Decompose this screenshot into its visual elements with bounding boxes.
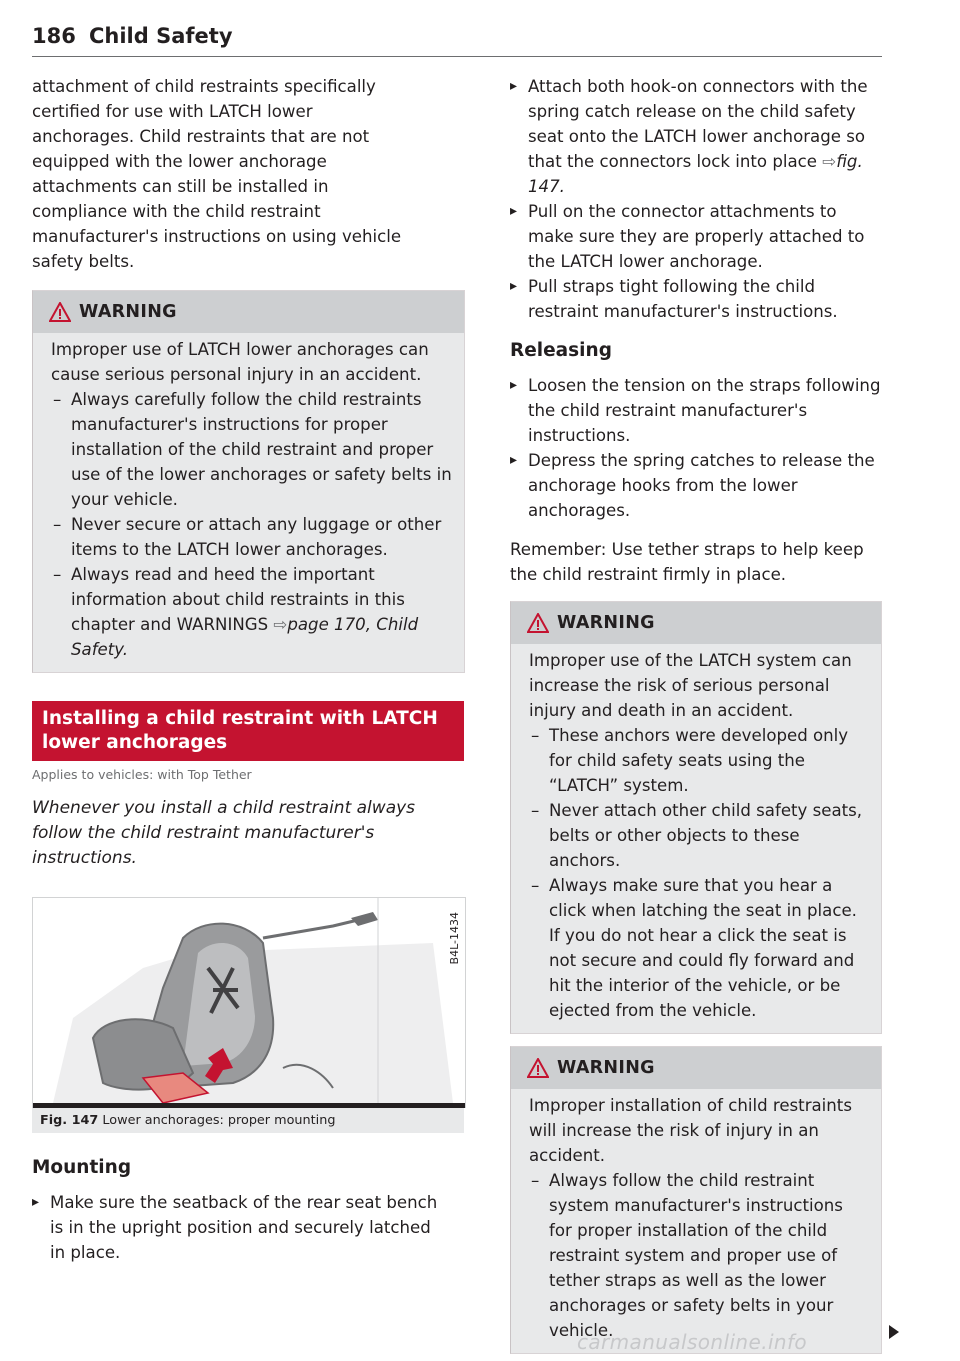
page-number: 186 (32, 24, 76, 48)
section-heading: Installing a child restraint with LATCH lower anchorages (32, 701, 464, 761)
warning-list (529, 1168, 869, 1343)
warning-body (511, 644, 881, 1033)
intro-paragraph: attachment of child restraints specifically certified for use with LATCH lower anchorages. Child restraints that are not equipped with the lower anchorage attachments can still be installed in compliance with the child restraint manufacturer's instructions on using vehicle safety belts. (32, 77, 402, 271)
right-column (510, 74, 882, 1354)
section-title: Child Safety (89, 24, 233, 48)
section-intro: Whenever you install a child restraint always follow the child restraint manufacturer's instructions. (32, 798, 416, 868)
warning-lead: Improper use of the LATCH system can increase the risk of serious personal injury and death in an accident. (529, 651, 852, 720)
warning-lead: Improper use of LATCH lower anchorages can cause serious personal injury in an accident. (51, 340, 429, 384)
warning-header (511, 602, 881, 644)
figure-code: B4L-1434 (448, 912, 461, 965)
figure-caption-text: Lower anchorages: proper mounting (102, 1113, 336, 1128)
warning-item: – Always follow the child restraint system manufacturer's instructions for proper installation of the child restraint system and proper use of tether straps as well as the lower anchorages or safety belts in your vehicle. (529, 1168, 869, 1343)
warning-header (511, 1047, 881, 1089)
warning-item-text: Always read and heed the important information about child restraints in this chapter and WARNINGS (71, 565, 405, 634)
watermark: carmanualsonline.info (577, 1330, 808, 1354)
warning-body (33, 333, 464, 672)
warning-lead: Improper installation of child restraints will increase the risk of injury in an accident. (529, 1096, 852, 1165)
releasing-step: ▸ Depress the spring catches to release the anchorage hooks from the lower anchorages. (510, 448, 882, 523)
warning-triangle-icon (527, 1058, 549, 1078)
warning-list (51, 387, 452, 662)
figure-label: Fig. 147 (40, 1113, 99, 1128)
warning-box-installation (510, 1046, 882, 1354)
page-header (32, 22, 882, 57)
page-reference-link[interactable]: page 170, Child Safety. (71, 615, 419, 659)
attach-steps (510, 74, 882, 324)
warning-list (529, 723, 869, 1023)
warning-box-latch-system (510, 601, 882, 1034)
warning-item: – Never attach other child safety seats, belts or other objects to these anchors. (529, 798, 869, 873)
attach-step-text: Attach both hook-on connectors with the spring catch release on the child safety seat onto the LATCH lower anchorage so that the connectors lock into place (528, 77, 868, 171)
mounting-step: ▸ Make sure the seatback of the rear seat bench is in the upright position and securely latched in place. (32, 1190, 442, 1265)
continue-arrow-icon (889, 1325, 899, 1339)
warning-label: WARNING (557, 1058, 655, 1078)
reference-arrow-icon: ⇨ (822, 152, 837, 171)
warning-label: WARNING (79, 302, 177, 322)
warning-item: – Never secure or attach any luggage or other items to the LATCH lower anchorages. (51, 512, 452, 562)
figure-reference-link[interactable]: fig. 147. (528, 152, 863, 196)
warning-item: – Always make sure that you hear a click when latching the seat in place. If you do not hear a click the seat is not secure and could fly forward and hit the interior of the vehicle, or be ejected from the vehicle. (529, 873, 869, 1023)
remember-note: Remember: Use tether straps to help keep the child restraint firmly in place. (510, 540, 864, 584)
warning-triangle-icon (527, 613, 549, 633)
warning-item: – Always carefully follow the child restraints manufacturer's instructions for proper installation of the child restraint and proper use of the lower anchorages or safety belts in your vehicle. (51, 387, 452, 512)
warning-triangle-icon (49, 302, 71, 322)
attach-step (510, 74, 882, 199)
warning-header (33, 291, 464, 333)
warning-item (51, 562, 452, 662)
figure-child-seat (32, 897, 466, 1108)
releasing-step: ▸ Loosen the tension on the straps following the child restraint manufacturer's instructions. (510, 373, 882, 448)
warning-item: – These anchors were developed only for child safety seats using the “LATCH” system. (529, 723, 869, 798)
releasing-steps (510, 373, 882, 523)
mounting-heading: Mounting (32, 1157, 132, 1178)
applies-note: Applies to vehicles: with Top Tether (32, 767, 252, 782)
attach-step: ▸ Pull straps tight following the child restraint manufacturer's instructions. (510, 274, 882, 324)
attach-step: ▸ Pull on the connector attachments to make sure they are properly attached to the LATCH lower anchorage. (510, 199, 882, 274)
reference-arrow-icon: ⇨ (273, 615, 288, 634)
left-column (32, 74, 464, 1265)
releasing-heading: Releasing (510, 340, 612, 361)
child-seat-illustration (33, 898, 465, 1108)
figure-caption (32, 1108, 464, 1133)
warning-body (511, 1089, 881, 1353)
warning-label: WARNING (557, 613, 655, 633)
warning-box-latch (32, 290, 465, 673)
mounting-list (32, 1190, 442, 1265)
